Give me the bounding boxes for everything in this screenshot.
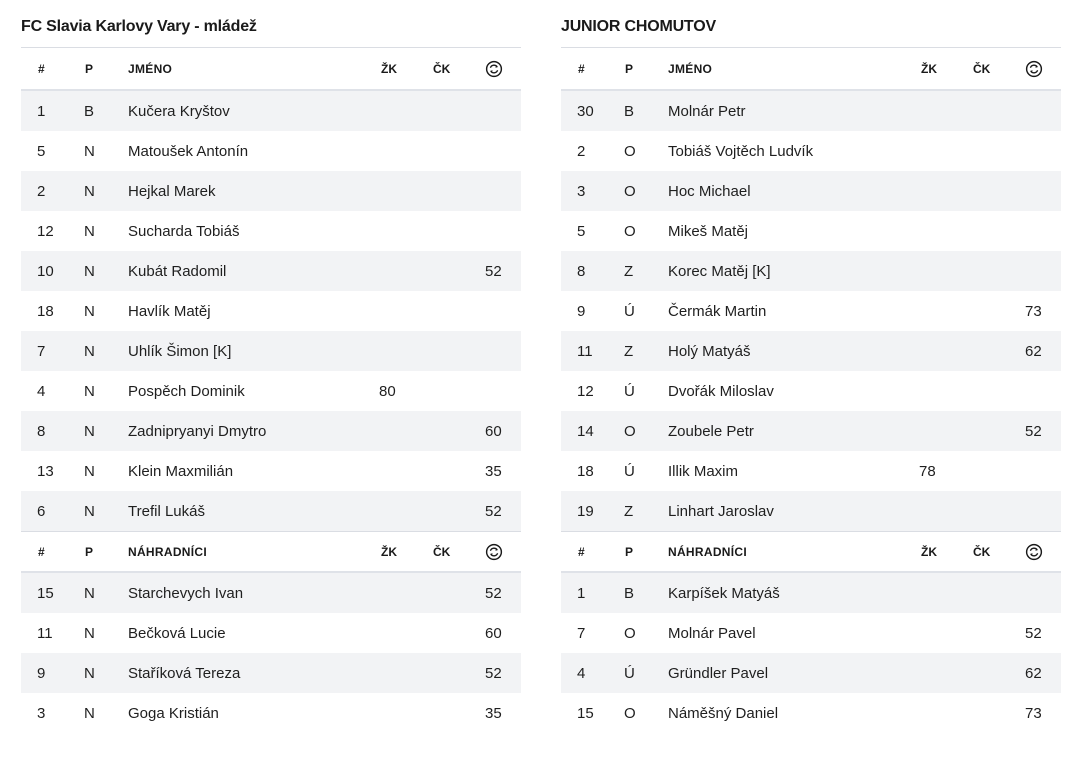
player-row — [561, 331, 1061, 371]
player-name: Illik Maxim — [668, 462, 738, 480]
player-position: Z — [624, 342, 634, 360]
player-row — [21, 91, 521, 131]
player-row — [21, 331, 521, 371]
substitution-minute: 52 — [485, 502, 502, 520]
player-position: N — [84, 422, 95, 440]
yellow-card-minute: 78 — [919, 462, 936, 480]
player-number: 10 — [37, 262, 54, 280]
player-number: 5 — [577, 222, 586, 240]
player-position: Ú — [624, 382, 635, 400]
player-row — [561, 491, 1061, 531]
player-row — [21, 491, 521, 531]
player-position: N — [84, 262, 95, 280]
player-number: 15 — [37, 584, 54, 602]
substitutes-header-row — [561, 531, 1061, 573]
col-substitution-header — [476, 60, 521, 78]
substitution-minute: 60 — [485, 624, 502, 642]
substitution-icon — [485, 60, 503, 78]
player-name: Matoušek Antonín — [128, 142, 249, 160]
player-name: Tobiáš Vojtěch Ludvík — [668, 142, 814, 160]
player-number: 4 — [577, 664, 586, 682]
player-name: Dvořák Miloslav — [668, 382, 774, 400]
player-row — [561, 291, 1061, 331]
player-number: 18 — [37, 302, 54, 320]
player-row — [561, 131, 1061, 171]
player-name: Gründler Pavel — [668, 664, 769, 682]
player-name: Holý Matyáš — [668, 342, 751, 360]
col-yellow-card-header: ŽK — [921, 544, 937, 559]
substitution-minute: 73 — [1025, 302, 1042, 320]
player-name: Trefil Lukáš — [128, 502, 205, 520]
starters-header-row — [561, 48, 1061, 91]
col-name-header: NÁHRADNÍCI — [128, 544, 207, 559]
player-number: 19 — [577, 502, 594, 520]
substitution-minute: 62 — [1025, 664, 1042, 682]
player-row — [21, 171, 521, 211]
player-number: 1 — [37, 102, 46, 120]
team-lineup-home — [21, 0, 521, 733]
col-red-card-header: ČK — [973, 61, 991, 76]
col-number-header: # — [38, 61, 45, 76]
substitution-minute: 52 — [1025, 624, 1042, 642]
col-substitution-header — [476, 543, 521, 561]
player-name: Uhlík Šimon [K] — [128, 342, 232, 360]
player-number: 13 — [37, 462, 54, 480]
player-row — [561, 251, 1061, 291]
player-position: O — [624, 182, 636, 200]
player-position: N — [84, 302, 95, 320]
substitution-minute: 52 — [1025, 422, 1042, 440]
player-position: N — [84, 502, 95, 520]
substitution-icon — [485, 543, 503, 561]
player-position: N — [84, 382, 95, 400]
player-row — [561, 613, 1061, 653]
substitution-minute: 73 — [1025, 704, 1042, 722]
player-number: 1 — [577, 584, 586, 602]
player-row — [21, 653, 521, 693]
player-position: Ú — [624, 302, 635, 320]
player-position: O — [624, 142, 636, 160]
player-number: 15 — [577, 704, 594, 722]
team-name: FC Slavia Karlovy Vary - mládež — [21, 0, 521, 48]
player-number: 12 — [37, 222, 54, 240]
substitution-minute: 60 — [485, 422, 502, 440]
player-row — [561, 693, 1061, 733]
substitution-minute: 52 — [485, 262, 502, 280]
player-name: Korec Matěj [K] — [668, 262, 771, 280]
player-number: 6 — [37, 502, 46, 520]
player-name: Mikeš Matěj — [668, 222, 749, 240]
player-name: Hoc Michael — [668, 182, 751, 200]
col-substitution-header — [1016, 543, 1061, 561]
player-row — [561, 91, 1061, 131]
player-position: N — [84, 584, 95, 602]
player-position: Z — [624, 262, 634, 280]
col-number-header: # — [578, 544, 585, 559]
substitutes-header-row — [21, 531, 521, 573]
player-name: Kučera Kryštov — [128, 102, 230, 120]
col-substitution-header — [1016, 60, 1061, 78]
substitution-minute: 35 — [485, 462, 502, 480]
player-name: Hejkal Marek — [128, 182, 216, 200]
col-yellow-card-header: ŽK — [921, 61, 937, 76]
player-position: N — [84, 664, 95, 682]
col-position-header: P — [625, 61, 634, 76]
player-name: Náměšný Daniel — [668, 704, 779, 722]
player-name: Karpíšek Matyáš — [668, 584, 780, 602]
player-name: Linhart Jaroslav — [668, 502, 774, 520]
yellow-card-minute: 80 — [379, 382, 396, 400]
player-number: 30 — [577, 102, 594, 120]
player-number: 18 — [577, 462, 594, 480]
col-red-card-header: ČK — [973, 544, 991, 559]
player-name: Pospěch Dominik — [128, 382, 245, 400]
player-number: 3 — [37, 704, 46, 722]
player-number: 9 — [37, 664, 46, 682]
player-row — [21, 451, 521, 491]
col-yellow-card-header: ŽK — [381, 61, 397, 76]
player-number: 9 — [577, 302, 586, 320]
starters-header-row — [21, 48, 521, 91]
player-position: Z — [624, 502, 634, 520]
team-lineup-away — [561, 0, 1061, 733]
player-position: B — [624, 584, 635, 602]
player-position: Ú — [624, 462, 635, 480]
player-row — [21, 613, 521, 653]
substitution-icon — [1025, 60, 1043, 78]
player-name: Kubát Radomil — [128, 262, 227, 280]
player-number: 7 — [37, 342, 46, 360]
col-name-header: JMÉNO — [128, 61, 173, 76]
col-position-header: P — [85, 61, 94, 76]
player-position: O — [624, 222, 636, 240]
player-number: 8 — [37, 422, 46, 440]
player-position: O — [624, 704, 636, 722]
player-name: Sucharda Tobiáš — [128, 222, 240, 240]
player-number: 11 — [577, 342, 593, 360]
player-number: 12 — [577, 382, 594, 400]
player-number: 5 — [37, 142, 46, 160]
player-row — [561, 451, 1061, 491]
player-row — [561, 211, 1061, 251]
player-number: 2 — [577, 142, 586, 160]
player-name: Zadnipryanyi Dmytro — [128, 422, 267, 440]
team-name: JUNIOR CHOMUTOV — [561, 0, 1061, 48]
player-position: O — [624, 624, 636, 642]
player-number: 3 — [577, 182, 586, 200]
player-row — [561, 573, 1061, 613]
player-name: Zoubele Petr — [668, 422, 754, 440]
col-position-header: P — [625, 544, 634, 559]
player-name: Bečková Lucie — [128, 624, 226, 642]
player-row — [21, 211, 521, 251]
player-position: B — [624, 102, 635, 120]
player-position: N — [84, 142, 95, 160]
player-row — [561, 411, 1061, 451]
col-name-header: JMÉNO — [668, 61, 713, 76]
player-row — [21, 411, 521, 451]
player-position: Ú — [624, 664, 635, 682]
player-position: N — [84, 704, 95, 722]
player-row — [21, 693, 521, 733]
substitution-minute: 62 — [1025, 342, 1042, 360]
player-position: N — [84, 342, 95, 360]
player-number: 14 — [577, 422, 594, 440]
col-red-card-header: ČK — [433, 544, 451, 559]
player-name: Havlík Matěj — [128, 302, 211, 320]
col-number-header: # — [38, 544, 45, 559]
player-name: Molnár Pavel — [668, 624, 756, 642]
player-name: Goga Kristián — [128, 704, 219, 722]
substitution-icon — [1025, 543, 1043, 561]
player-name: Starchevych Ivan — [128, 584, 244, 602]
player-position: N — [84, 462, 95, 480]
player-number: 11 — [37, 624, 53, 642]
player-position: O — [624, 422, 636, 440]
col-yellow-card-header: ŽK — [381, 544, 397, 559]
player-row — [561, 171, 1061, 211]
substitution-minute: 52 — [485, 664, 502, 682]
col-number-header: # — [578, 61, 585, 76]
player-row — [21, 291, 521, 331]
player-name: Staříková Tereza — [128, 664, 241, 682]
player-position: N — [84, 182, 95, 200]
col-name-header: NÁHRADNÍCI — [668, 544, 747, 559]
substitution-minute: 52 — [485, 584, 502, 602]
player-position: B — [84, 102, 95, 120]
player-name: Čermák Martin — [668, 302, 767, 320]
player-number: 2 — [37, 182, 46, 200]
player-row — [21, 371, 521, 411]
col-red-card-header: ČK — [433, 61, 451, 76]
player-row — [21, 251, 521, 291]
player-row — [561, 653, 1061, 693]
player-row — [21, 131, 521, 171]
player-row — [561, 371, 1061, 411]
player-row — [21, 573, 521, 613]
player-name: Klein Maxmilián — [128, 462, 234, 480]
player-number: 8 — [577, 262, 586, 280]
substitution-minute: 35 — [485, 704, 502, 722]
col-position-header: P — [85, 544, 94, 559]
player-position: N — [84, 624, 95, 642]
player-number: 4 — [37, 382, 46, 400]
player-name: Molnár Petr — [668, 102, 746, 120]
player-position: N — [84, 222, 95, 240]
player-number: 7 — [577, 624, 586, 642]
